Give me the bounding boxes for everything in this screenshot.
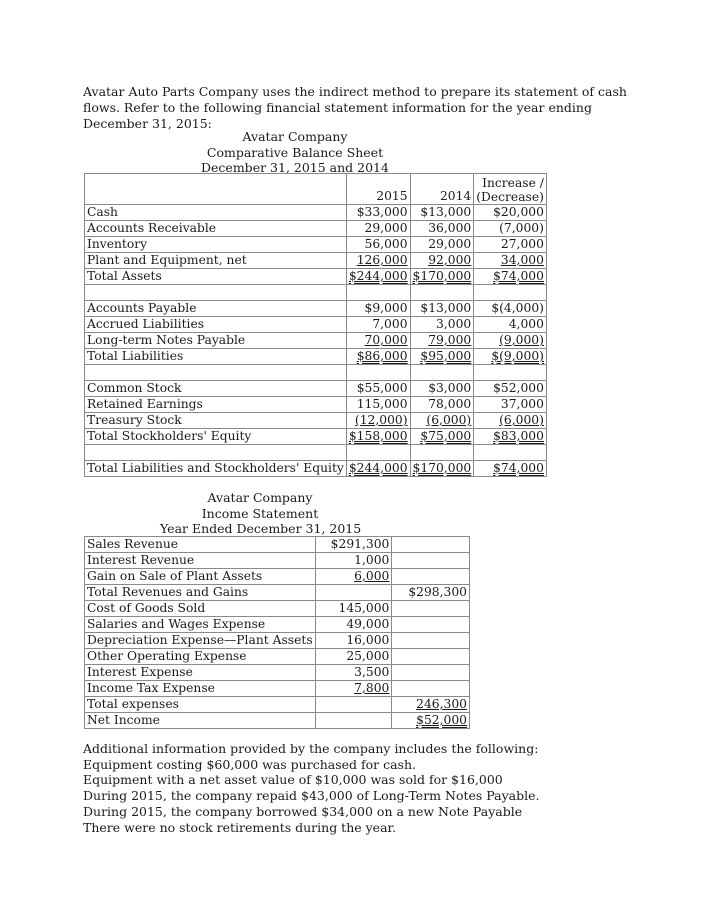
value-total (392, 617, 470, 633)
table-row (85, 569, 470, 585)
table-row (85, 617, 470, 633)
value-2015: $55,000 (346, 381, 410, 397)
header-blank (85, 174, 347, 205)
row-label: Total Revenues and Gains (85, 585, 316, 601)
balance-sheet-header-row (85, 174, 547, 205)
value-change: $(4,000) (474, 301, 547, 317)
balance-sheet-title: Comparative Balance Sheet (206, 144, 384, 160)
intro-paragraph: Avatar Auto Parts Company uses the indirect method to prepare its statement of cash flows. Refer to the following financial statement information for the year ending December 31, 2015: (83, 84, 627, 131)
table-row (85, 205, 547, 221)
value-total: $52,000 (392, 713, 470, 729)
value-change: $83,000 (474, 429, 547, 445)
row-label: Total expenses (85, 697, 316, 713)
value-2014: $75,000 (410, 429, 474, 445)
header-change-line2: (Decrease) (476, 190, 544, 204)
income-statement-title: Income Statement (201, 505, 319, 521)
value-2015: $86,000 (346, 349, 410, 365)
value-change: $(9,000) (474, 349, 547, 365)
value-total (392, 633, 470, 649)
value-2014: 36,000 (410, 221, 474, 237)
row-label: Gain on Sale of Plant Assets (85, 569, 316, 585)
income-statement-period: Year Ended December 31, 2015 (160, 521, 362, 536)
row-label: Common Stock (85, 381, 347, 397)
value-2015: $9,000 (346, 301, 410, 317)
row-label: Cost of Goods Sold (85, 601, 316, 617)
row-label: Long-term Notes Payable (85, 333, 347, 349)
table-row (85, 585, 470, 601)
value-2015: $244,000 (346, 461, 410, 477)
value-amount: $291,300 (315, 537, 392, 553)
row-label: Interest Revenue (85, 553, 316, 569)
value-2014: $13,000 (410, 205, 474, 221)
value-2014: $3,000 (410, 381, 474, 397)
value-change: $52,000 (474, 381, 547, 397)
table-row (85, 601, 470, 617)
additional-information (83, 741, 539, 835)
table-row (85, 537, 470, 553)
table-row (85, 713, 470, 729)
row-label: Income Tax Expense (85, 681, 316, 697)
table-row (85, 429, 547, 445)
value-amount (315, 585, 392, 601)
table-row (85, 269, 547, 285)
value-2014: $13,000 (410, 301, 474, 317)
row-label: Plant and Equipment, net (85, 253, 347, 269)
value-2015: 126,000 (346, 253, 410, 269)
value-change: 37,000 (474, 397, 547, 413)
additional-info-line: There were no stock retirements during the year. (83, 819, 397, 835)
value-total (392, 601, 470, 617)
balance-sheet-company: Avatar Company (242, 129, 348, 144)
table-row (85, 381, 547, 397)
additional-info-line: During 2015, the company borrowed $34,000 on a new Note Payable (83, 803, 523, 819)
value-change: 34,000 (474, 253, 547, 269)
value-2014: 3,000 (410, 317, 474, 333)
value-amount: 7,800 (315, 681, 392, 697)
income-statement-company: Avatar Company (207, 490, 313, 505)
table-row (85, 221, 547, 237)
table-row (85, 237, 547, 253)
value-total (392, 649, 470, 665)
value-2015: 70,000 (346, 333, 410, 349)
balance-sheet-table (84, 173, 547, 477)
value-total: 246,300 (392, 697, 470, 713)
value-2014: 92,000 (410, 253, 474, 269)
spacer-row (85, 285, 547, 301)
value-2015: (12,000) (346, 413, 410, 429)
row-label: Total Assets (85, 269, 347, 285)
value-change: (9,000) (474, 333, 547, 349)
value-change: $20,000 (474, 205, 547, 221)
value-amount: 49,000 (315, 617, 392, 633)
row-label: Total Liabilities and Stockholders' Equity (85, 461, 347, 477)
table-row (85, 317, 547, 333)
row-label: Sales Revenue (85, 537, 316, 553)
value-change: $74,000 (474, 461, 547, 477)
value-amount (315, 713, 392, 729)
additional-info-line: During 2015, the company repaid $43,000 of Long-Term Notes Payable. (83, 788, 540, 804)
value-amount: 3,500 (315, 665, 392, 681)
row-label: Total Liabilities (85, 349, 347, 365)
table-row (85, 413, 547, 429)
value-2015: 56,000 (346, 237, 410, 253)
header-change (474, 174, 547, 205)
table-row (85, 697, 470, 713)
row-label: Other Operating Expense (85, 649, 316, 665)
value-2015: 115,000 (346, 397, 410, 413)
value-change: 27,000 (474, 237, 547, 253)
row-label: Retained Earnings (85, 397, 347, 413)
spacer-row (85, 365, 547, 381)
value-2014: 79,000 (410, 333, 474, 349)
value-2014: (6,000) (410, 413, 474, 429)
grand-total-row (85, 461, 547, 477)
value-total (392, 537, 470, 553)
value-amount (315, 697, 392, 713)
row-label: Inventory (85, 237, 347, 253)
row-label: Accrued Liabilities (85, 317, 347, 333)
header-2015: 2015 (346, 174, 410, 205)
value-total (392, 665, 470, 681)
additional-info-line: Equipment with a net asset value of $10,000 was sold for $16,000 (83, 772, 503, 788)
table-row (85, 649, 470, 665)
row-label: Accounts Payable (85, 301, 347, 317)
row-label: Interest Expense (85, 665, 316, 681)
additional-info-line: Additional information provided by the company includes the following: (83, 741, 539, 756)
table-row (85, 349, 547, 365)
value-total (392, 569, 470, 585)
value-2014: 78,000 (410, 397, 474, 413)
value-2014: $170,000 (410, 269, 474, 285)
table-row (85, 397, 547, 413)
value-2014: $170,000 (410, 461, 474, 477)
row-label: Accounts Receivable (85, 221, 347, 237)
table-row (85, 633, 470, 649)
value-2014: 29,000 (410, 237, 474, 253)
balance-sheet-period: December 31, 2015 and 2014 (201, 160, 389, 175)
value-2015: $158,000 (346, 429, 410, 445)
value-2015: $244,000 (346, 269, 410, 285)
value-amount: 145,000 (315, 601, 392, 617)
table-row (85, 681, 470, 697)
row-label: Salaries and Wages Expense (85, 617, 316, 633)
value-amount: 1,000 (315, 553, 392, 569)
value-amount: 25,000 (315, 649, 392, 665)
value-2015: $33,000 (346, 205, 410, 221)
table-row (85, 553, 470, 569)
spacer-row (85, 445, 547, 461)
row-label: Cash (85, 205, 347, 221)
value-2014: $95,000 (410, 349, 474, 365)
table-row (85, 301, 547, 317)
value-change: (7,000) (474, 221, 547, 237)
value-change: 4,000 (474, 317, 547, 333)
table-row (85, 665, 470, 681)
value-total (392, 681, 470, 697)
row-label: Net Income (85, 713, 316, 729)
table-row (85, 333, 547, 349)
value-change: $74,000 (474, 269, 547, 285)
value-2015: 7,000 (346, 317, 410, 333)
value-total (392, 553, 470, 569)
value-amount: 6,000 (315, 569, 392, 585)
header-change-line1: Increase / (482, 176, 544, 190)
value-amount: 16,000 (315, 633, 392, 649)
additional-info-line: Equipment costing $60,000 was purchased for cash. (83, 756, 416, 772)
row-label: Depreciation Expense—Plant Assets (85, 633, 316, 649)
income-statement-heading (160, 490, 360, 537)
value-2015: 29,000 (346, 221, 410, 237)
value-total: $298,300 (392, 585, 470, 601)
balance-sheet-heading (185, 129, 405, 176)
table-row (85, 253, 547, 269)
row-label: Total Stockholders' Equity (85, 429, 347, 445)
header-2014: 2014 (410, 174, 474, 205)
row-label: Treasury Stock (85, 413, 347, 429)
income-statement-table (84, 536, 470, 729)
value-change: (6,000) (474, 413, 547, 429)
